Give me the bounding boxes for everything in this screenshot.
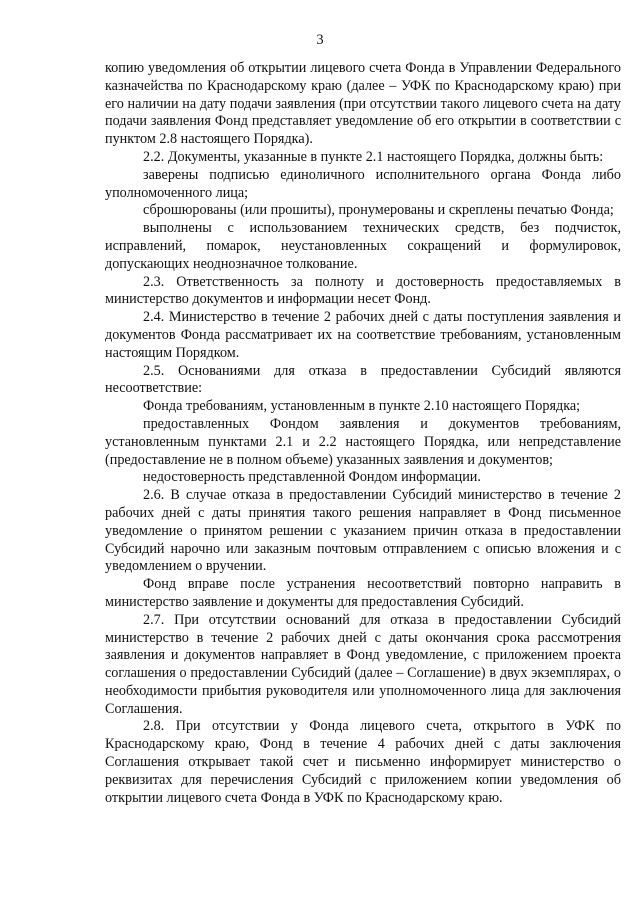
document-body bbox=[105, 60, 621, 807]
paragraph-2-6: 2.6. В случае отказа в предоставлении Субсидий министерство в течение 2 рабочих дней с даты принятия такого решения направляет в Фонд письменное уведомление о принятом решении с указанием причин отказа в предоставлении Субсидий нарочно или заказным почтовым отправлением с описью вложения и с уведомлением о вручении. bbox=[105, 487, 621, 575]
paragraph-2-3: 2.3. Ответственность за полноту и достоверность предоставляемых в министерство документов и информации несет Фонд. bbox=[105, 273, 621, 308]
paragraph-sbroshyurovany: сброшюрованы (или прошиты), пронумерованы и скреплены печатью Фонда; bbox=[143, 202, 614, 219]
paragraph-vypolneny: выполнены с использованием технических средств, без подчисток, исправлений, помарок, неустановленных сокращений и формулировок, допускающих неоднозначное толкование. bbox=[105, 220, 621, 272]
paragraph-uvedomlenie-kopiya: копию уведомления об открытии лицевого счета Фонда в Управлении Федерального казначейства по Краснодарскому краю (далее – УФК по Краснодарскому краю) при его наличии на дату подачи заявления (при отсутствии такого лицевого счета на дату подачи заявления Фонд представляет уведомление об его открытии в соответствии с пунктом 2.8 настоящего Порядка). bbox=[105, 60, 621, 148]
paragraph-2-4: 2.4. Министерство в течение 2 рабочих дней с даты поступления заявления и документов Фонда рассматривает их на соответствие требованиям, установленным настоящим Порядком. bbox=[105, 309, 621, 361]
paragraph-zavereny: заверены подписью единоличного исполнительного органа Фонда либо уполномоченного лица; bbox=[105, 166, 621, 201]
paragraph-predostavlennyh: предоставленных Фондом заявления и документов требованиям, установленным пунктами 2.1 и 2.2 настоящего Порядка, или непредставление (предоставление не в полном объеме) указанных заявления и документов; bbox=[105, 415, 621, 468]
paragraph-fonda-trebovaniyam: Фонда требованиям, установленным в пункте 2.10 настоящего Порядка; bbox=[143, 398, 581, 415]
paragraph-2-8: 2.8. При отсутствии у Фонда лицевого счета, открытого в УФК по Краснодарскому краю, Фонд в течение 4 рабочих дней с даты заключения Соглашения открывает такой счет и письменно информирует министерство о реквизитах для перечисления Субсидий с приложением копии уведомления об открытии лицевого счета Фонда в УФК по Краснодарскому краю. bbox=[105, 718, 621, 806]
paragraph-2-7: 2.7. При отсутствии оснований для отказа в предоставлении Субсидий министерство в течение 2 рабочих дней с даты окончания срока рассмотрения заявления и документов направляет в Фонд уведомление, с приложением проекта соглашения о предоставлении Субсидий (далее – Соглашение) в двух экземплярах, о необходимости прибытия руководителя или уполномоченного лица для заключения Соглашения. bbox=[105, 611, 621, 717]
paragraph-nedostovernost: недостоверность представленной Фондом информации. bbox=[143, 469, 481, 486]
paragraph-2-2: 2.2. Документы, указанные в пункте 2.1 настоящего Порядка, должны быть: bbox=[143, 148, 604, 165]
paragraph-fond-vprave: Фонд вправе после устранения несоответствий повторно направить в министерство заявление и документы для предоставления Субсидий. bbox=[105, 576, 621, 610]
paragraph-2-5: 2.5. Основаниями для отказа в предоставлении Субсидий являются несоответствие: bbox=[105, 362, 621, 397]
page-number: 3 bbox=[316, 32, 324, 48]
